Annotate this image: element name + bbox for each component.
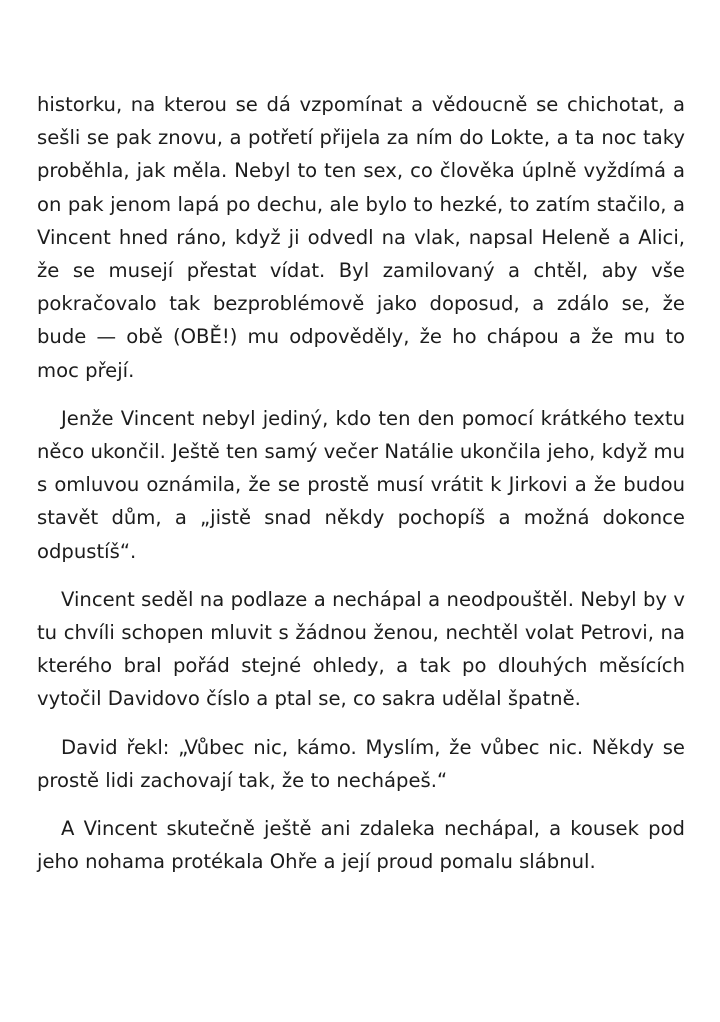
- paragraph-5: A Vincent skutečně ještě ani zdaleka nechápal, a kousek pod jeho nohama protékala Ohře a její proud pomalu slábnul.: [37, 817, 685, 874]
- paragraph-4: David řekl: „Vůbec nic, kámo. Myslím, že vůbec nic. Někdy se prostě lidi zachovají tak, že to nechápeš.“: [37, 735, 685, 792]
- paragraph-2: Jenže Vincent nebyl jediný, kdo ten den pomocí krátkého textu něco ukončil. Ještě ten samý večer Natálie ukončila jeho, když mu s omluvou oznámila, že se prostě musí vrátit k Jirkovi a že budou stavět dům, a „jistě snad někdy pochopíš a možná dokonce odpustíš“.: [37, 406, 685, 563]
- paragraph-1: historku, na kterou se dá vzpomínat a vědoucně se chichotat, a sešli se pak znovu, a potřetí přijela za ním do Lokte, a ta noc taky proběhla, jak měla. Nebyl to ten sex, co člověka úplně vyždímá a on pak jenom lapá po dechu, ale bylo to hezké, to zatím stačilo, a Vincent hned ráno, když ji odvedl na vlak, napsal Heleně a Alici, že se musejí přestat vídat. Byl zamilovaný a chtěl, aby vše pokračovalo tak bezproblémově jako doposud, a zdálo se, že bude — obě (OBĚ!) mu odpověděly, že ho chápou a že mu to moc přejí.: [37, 93, 685, 382]
- paragraph-3: Vincent seděl na podlaze a nechápal a neodpouštěl. Nebyl by v tu chvíli schopen mluvit s žádnou ženou, nechtěl volat Petrovi, na kterého bral pořád stejné ohledy, a tak po dlouhých měsících vytočil Davidovo číslo a ptal se, co sakra udělal špatně.: [37, 587, 685, 711]
- page-text: [37, 88, 685, 893]
